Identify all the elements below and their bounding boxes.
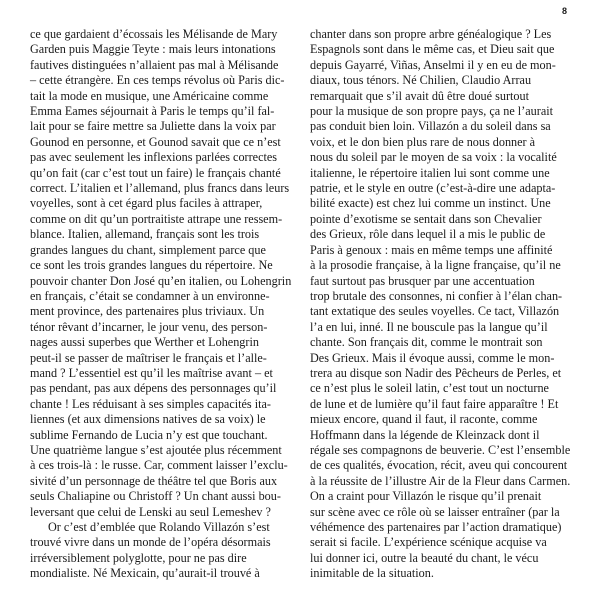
text-line: – cette étrangère. En ces temps révolus où Paris dic- [30, 73, 285, 88]
text-line: correct. L’italien et l’allemand, plus francs dans leurs [30, 181, 290, 196]
left-column [30, 27, 300, 582]
text-line: pour la musique de son propre pays, ça ne l’aurait [310, 104, 553, 119]
right-column [310, 27, 580, 582]
text-line: ce n’est plus le soleil latin, c’est tout un nocturne [310, 381, 549, 396]
text-line: diaux, tous ténors. Né Chilien, Claudio Arrau [310, 73, 532, 88]
text-line: serait si facile. L’expérience scénique acquise va [310, 535, 547, 550]
text-line: de lune et de lumière qu’il faut faire apparaître ! Et [310, 396, 559, 411]
text-line: régale ses compagnons de beuverie. C’est l’ensemble [310, 442, 571, 457]
text-line: Une quatrième langue s’est ajoutée plus récemment [30, 442, 282, 457]
text-line: irréversiblement polyglotte, pour ne pas dire [30, 550, 247, 565]
text-line: seuls Chaliapine ou Christoff ? Un chant aussi bou- [30, 489, 281, 504]
text-line: bilité exacte) est chez lui comme un instinct. Une [310, 196, 551, 211]
text-line: sivité d’un personnage de théâtre tel que Boris aux [30, 473, 278, 488]
text-line: pouvoir chanter Don José qu’en italien, ou Lohengrin [30, 273, 292, 288]
text-line: depuis Gayarré, Viñas, Anselmi il y en eu de mon- [310, 57, 556, 72]
text-line: à ces trois-là : le russe. Car, comment laisser l’exclu- [30, 458, 288, 473]
text-line: pas pendant, pas aux dépens des personnages qu’il [30, 381, 277, 396]
text-line: fautives distinguées n’allaient pas mal à Mélisande [30, 57, 279, 72]
text-line: Des Grieux. Mais il évoque aussi, comme le mon- [310, 350, 555, 365]
text-line: Garden puis Maggie Teyte : mais leurs intonations [30, 42, 276, 57]
text-line: à la prosodie française, à la ligne française, qu’il ne [310, 258, 561, 273]
text-line: chante ! Les réduisant à ses simples capacités ita- [30, 396, 271, 411]
text-line: à la réussite de l’illustre Air de la Fleur dans Carmen. [310, 473, 571, 488]
text-line: peut-il se passer de maîtriser le français et l’alle- [30, 350, 267, 365]
text-line: leversant que celui de Lenski au seul Lemeshev ? [30, 504, 271, 519]
text-line: inimitable de la situation. [310, 566, 434, 581]
text-line: italienne, le répertoire italien lui sont comme une [310, 165, 550, 180]
text-line: mondialiste. Né Mexicain, qu’aurait-il trouvé à [30, 566, 260, 581]
text-line: mieux encore, quand il faut, il raconte, comme [310, 412, 538, 427]
text-line: patrie, et le style en outre (c’est-à-dire une adapta- [310, 181, 556, 196]
text-line: Hoffmann dans la légende de Kleinzack dont il [310, 427, 540, 442]
text-line: Paris à genoux : mais en même temps une affinité [310, 242, 553, 257]
text-line: ce que gardaient d’écossais les Mélisande de Mary [30, 27, 278, 41]
text-line: blance. Italien, allemand, français sont les trois [30, 227, 260, 242]
text-line: On a craint pour Villazón le risque qu’il prenait [310, 489, 542, 504]
text-line: ce sont les trois grandes langues du répertoire. Ne [30, 258, 273, 273]
text-line: remarquait que s’il avait dû être doué surtout [310, 88, 529, 103]
text-line: chante. Son français dit, comme le montrait son [310, 335, 543, 350]
text-line: des Grieux, rôle dans lequel il a mis le public de [310, 227, 546, 242]
text-line: lui donner ici, outre la beauté du chant, le vécu [310, 550, 539, 565]
text-line: faut surtout pas brusquer par une accentuation [310, 273, 535, 288]
text-line: en français, c’était se condamner à un environne- [30, 288, 270, 303]
text-line: pas avec seulement les inflexions parlées correctes [30, 150, 278, 165]
text-line: mand ? L’essentiel est qu’il les maîtrise avant – et [30, 365, 273, 380]
text-line: comme on dit qu’un portraitiste attrape une ressem- [30, 211, 283, 226]
text-line: grandes langues du chant, simplement parce que [30, 242, 266, 257]
text-line: Espagnols sont dans le même cas, et Dieu sait que [310, 42, 555, 57]
page-number: 8 [561, 6, 567, 16]
text-line: trera au disque son Nadir des Pêcheurs de Perles, et [310, 365, 562, 380]
text-line: tait la mode en musique, une Américaine comme [30, 88, 269, 103]
text-line: sublime Fernando de Lucia n’y est que touchant. [30, 427, 268, 442]
text-line: trouvé vivre dans un monde de l’opéra désormais [30, 535, 271, 550]
text-line: de ces qualités, évocation, récit, aveu qui concourent [310, 458, 568, 473]
text-line: voyelles, sont à cet égard plus faciles à attraper, [30, 196, 263, 211]
text-line: l’a en lui, inné. Il ne bouscule pas la langue qu’il [310, 319, 548, 334]
text-line: voix, et le don bien plus rare de nous donner à [310, 134, 536, 149]
text-line: liennes (et aux dimensions natives de sa voix) le [30, 412, 266, 427]
text-line: tant extatique des seules voyelles. Ce tact, Villazón [310, 304, 560, 319]
text-line: véhémence des partenaires par l’action dramatique) [310, 520, 562, 534]
text-line: Emma Eames séjournait à Paris le temps qu’il fal- [30, 104, 275, 119]
text-line: lait pour se faire mettre sa Juliette dans la voix par [30, 119, 276, 134]
text-line: nages aussi superbes que Werther et Lohengrin [30, 335, 259, 350]
text-line: Or c’est d’emblée que Rolando Villazón s’est [48, 520, 270, 534]
text-line: sur scène avec ce rôle où se laisser entraîner (par la [310, 504, 560, 519]
text-line: qu’on fait (car c’est tout un faire) le français chanté [30, 165, 281, 180]
text-line: nous du soleil par le moyen de sa voix : la vocalité [310, 150, 557, 165]
text-line: pointe d’exotisme se sentait dans son Chevalier [310, 211, 542, 226]
text-line: ténor rêvant d’incarner, le jour venu, des person- [30, 319, 268, 334]
text-line: trop brutale des consonnes, ni confier à l’élan chan- [310, 288, 563, 303]
text-line: Gounod en personne, et Gounod savait que ce n’est [30, 134, 281, 149]
text-line: ment province, des partenaires plus triviaux. Un [30, 304, 265, 319]
text-line: chanter dans son propre arbre généalogique ? Les [310, 27, 552, 41]
text-line: pas conduit bien loin. Villazón a du soleil dans sa [310, 119, 551, 134]
